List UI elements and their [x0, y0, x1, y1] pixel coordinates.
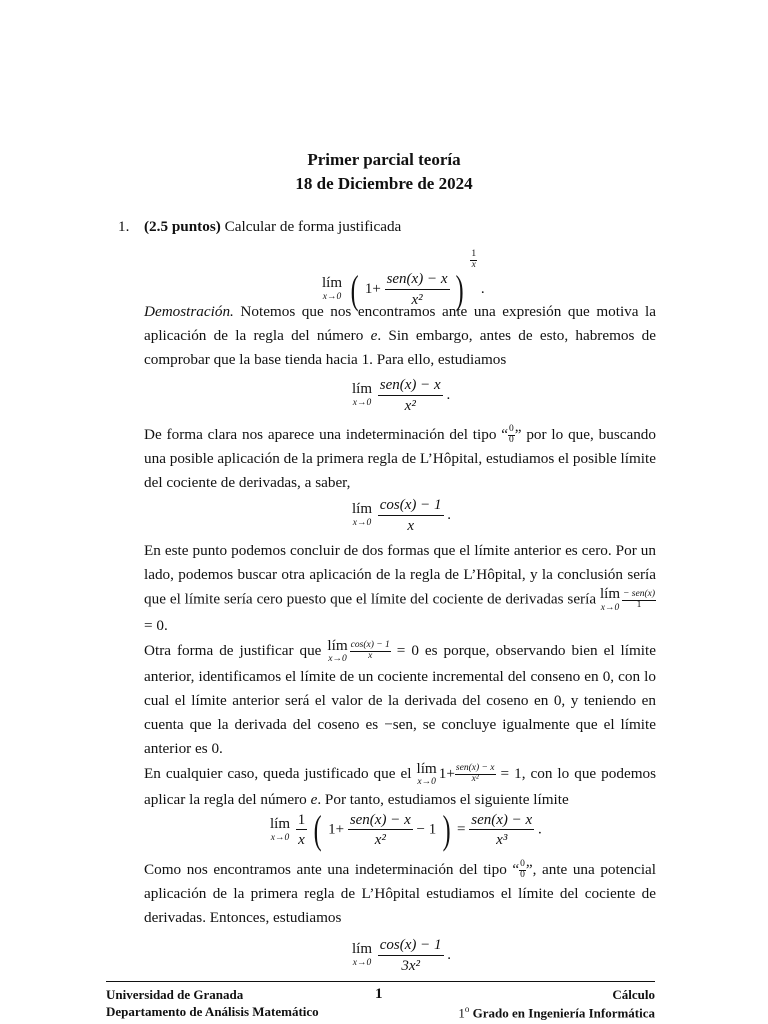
zero-over-zero: $\frac{0}{0}$ — [509, 424, 514, 446]
left-paren: ( — [350, 266, 359, 312]
limit-operator: lím x→0 — [322, 275, 343, 303]
equation-main-limit: lím x→0 ( 1+ $\frac{\text{sen(x) − x}}{\text{x²}}$ ) $\frac{1}{x}$ . — [322, 249, 485, 312]
term: 1+ — [364, 280, 381, 297]
footer-university: Universidad de Granada — [106, 987, 244, 1002]
problem-number: 1. — [118, 218, 130, 235]
paragraph-lhopital: Como nos encontramos ante una indeterminación del tipo “ $\frac{0}{0}$ ”, ante una potencial aplicación de la primera regla de L’Hôpital estudiamos el límite del cociente de derivadas. Entonces, estudiamos — [144, 859, 656, 926]
footer-rule — [106, 981, 655, 982]
problem-points: (2.5 puntos) — [144, 218, 221, 235]
problem-text: Calcular de forma justificada — [224, 218, 402, 235]
paragraph-other-way: Otra forma de justificar que lím x→0 $\frac{\cos(x) - 1}{x}$ = 0 es porque, observando bien el límite anterior, identificamos el límite de un cociente incremental del conseno en 0, con lo cual el límite anterior será el valor de la derivada del coseno en 0, y teniendo en cuenta que la derivada del coseno es −sen, se concluye igualmente que el límite anterior es 0. — [144, 637, 656, 757]
right-paren: ) — [455, 266, 464, 312]
page-number: 1 — [375, 986, 383, 1002]
footer-degree: 1$^o$ Grado en Ingeniería Informática — [458, 1004, 655, 1021]
equation-exponent-limit: lím x→0 $\frac{1}{x}$ ( 1+ $\frac{\text{sen(x) − x}}{\text{x²}}$ − 1 ) = $\frac{\text{sen(x) − x}}{\text{x³}}$ . — [270, 807, 542, 852]
paragraph-proof-intro: Demostración. Notemos que nos encontramos ante una expresión que motiva la aplicación de la regla del número e. Sin embargo, antes de esto, habremos de comprobar que la base tienda hacia 1. Para ello, estudiamos — [144, 303, 657, 368]
paragraph-two-ways: En este punto podemos concluir de dos formas que el límite anterior es cero. Por un lado, podemos buscar otra aplicación de la regla de L’Hôpital, y la conclusión sería que el límite sería cero puesto que el límite del cociente de derivadas sería lím x→0 $\frac{\text{− sen(x)}}{1}$ = 0. — [144, 542, 656, 634]
equation-base-limit: lím x→0 $\frac{\text{sen(x) − x}}{\text{x²}}$ . — [352, 377, 451, 414]
document-title: Primer parcial teoría — [307, 150, 461, 169]
proof-label: Demostración. — [144, 303, 234, 320]
problem-statement — [144, 218, 401, 236]
paragraph-indeterminacy: De forma clara nos aparece una indeterminación del tipo “ $\frac{0}{0}$ ” por lo que, buscando una posible aplicación de la primera regla de L’Hôpital, estudiamos el posible límite del cociente de derivadas, a saber, — [144, 424, 656, 491]
exponent-fraction: $\frac{1}{x}$ — [471, 249, 477, 270]
footer-course: Cálculo — [612, 987, 655, 1002]
footer-department: Departamento de Análisis Matemático — [106, 1004, 319, 1019]
equation-derivative-quotient: lím x→0 $\frac{\cos(x) - 1}{x}$ . — [352, 497, 452, 534]
document-date: 18 de Diciembre de 2024 — [295, 174, 473, 193]
fraction: $\frac{\text{sen(x) − x}}{\text{x²}}$ — [386, 271, 448, 308]
equation-final-limit: lím x→0 $\frac{\cos(x) - 1}{\text{3x²}}$ . — [352, 937, 452, 974]
paragraph-justified: En cualquier caso, queda justificado que el lím x→0 1+ $\frac{\text{sen(x) − x}}{\text{x²}}$ = 1, con lo que podemos aplicar la regla del número e. Por tanto, estudiamos el siguiente límite — [144, 760, 657, 808]
